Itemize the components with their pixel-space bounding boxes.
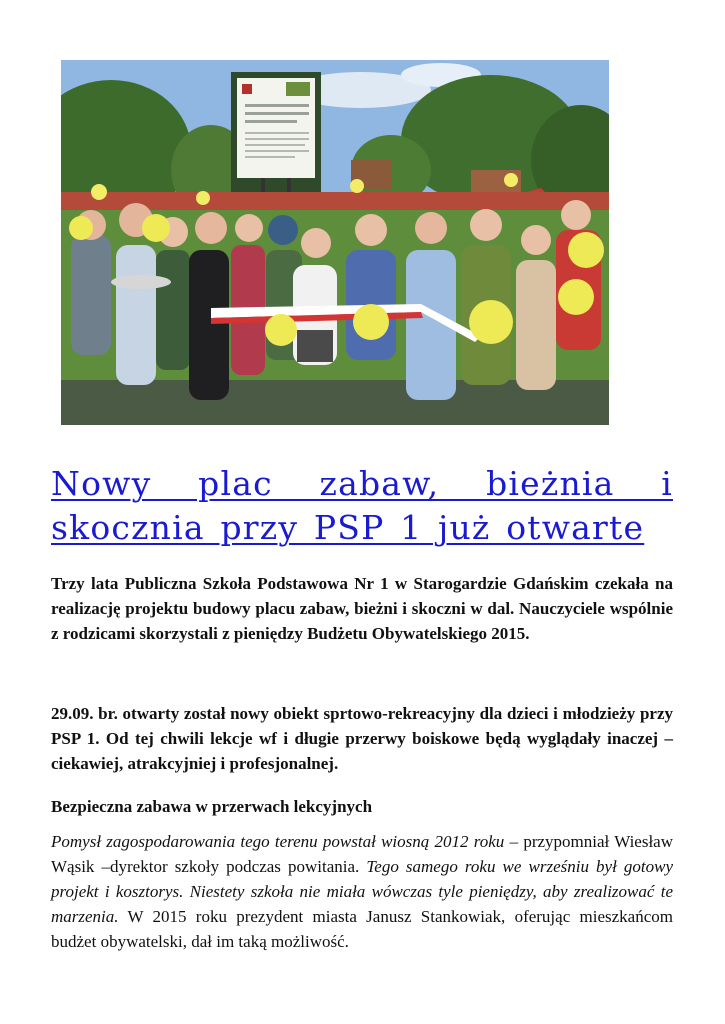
lead-paragraph-1: Trzy lata Publiczna Szkoła Podstawowa Nr 1 w Starogardzie Gdańskim czekała na realizację projektu budowy placu zabaw, bieżni i skoczni w dal. Nauczyciele wspólnie z rodzicami skorzystali z pieniędzy Budżetu Obywatelskiego 2015. (51, 574, 673, 643)
lead-paragraph-2: 29.09. br. otwarty został nowy obiekt sprtowo-rekreacyjny dla dzieci i młodzieży przy PSP 1. Od tej chwili lekcje wf i długie przerwy boiskowe będą wyglądały inaczej – ciekawiej, atrakcyjniej i profesjonalnej. (51, 704, 673, 773)
ribbon-cutting-photo (61, 60, 609, 425)
narration-part-2: W 2015 roku prezydent miasta Janusz Stankowiak, oferując mieszkańcom budżet obywatelski, dał im taką możliwość. (51, 907, 673, 951)
narration-part-1: – przypomniał Wiesław Wąsik –dyrektor szkoły podczas powitania. (51, 832, 673, 876)
quote-part-1: Pomysł zagospodarowania tego terenu powstał wiosną 2012 roku (51, 832, 505, 851)
quote-part-2: Tego samego roku we wrześniu był gotowy projekt i kosztorys. Niestety szkoła nie miała wówczas tyle pieniędzy, aby zrealizować te marzenia. (51, 857, 674, 926)
article-title-link[interactable]: Nowy plac zabaw, bieżnia i skocznia przy PSP 1 już otwarte (51, 464, 673, 547)
section-subheading: Bezpieczna zabawa w przerwach lekcyjnych (51, 797, 373, 816)
body-paragraph (51, 829, 673, 954)
